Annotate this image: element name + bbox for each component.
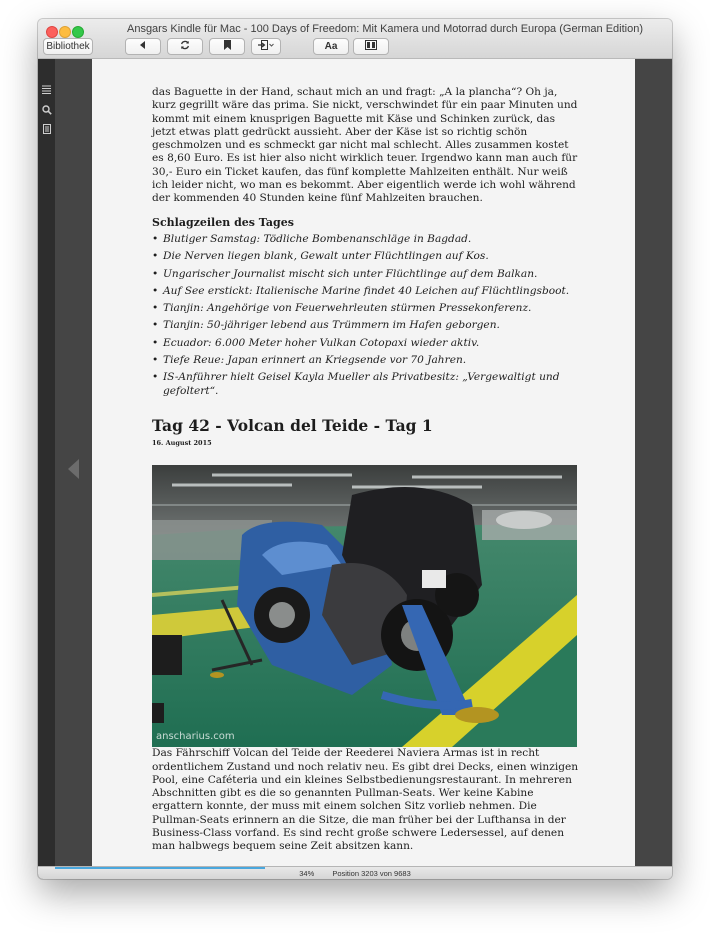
body-paragraph: Das Fährschiff Volcan del Teide der Reederei Naviera Armas ist in recht ordentlichem Zustand und noch relativ neu. Es gibt drei Decks, einen winzigen Pool, eine Caféteria und ein kleines Selbstbedienungsrestaurant. In mehreren Abschnitten gibt es die so genannten Pullman-Seats. Wer keine Kabine ergattern konnte, der muss mit einem solchen Sitz vorlieb nehmen. Die Pullman-Seats erinnern an die Sitze, die man früher bei der Lufthansa in der Business-Class vorfand. Es sind recht große schwere Ledersessel, auf denen man halbwegs bequem seine Zeit absitzen kann. <box>152 747 579 853</box>
search-icon[interactable] <box>41 104 52 115</box>
headline-item: • IS-Anführer hielt Geisel Kayla Mueller als Privatbesitz: „Vergewaltigt und gefoltert“. <box>163 371 582 398</box>
back-arrow-icon <box>139 41 147 52</box>
chapter-title: Tag 42 - Volcan del Teide - Tag 1 <box>152 415 433 435</box>
column-view-icon <box>365 40 377 53</box>
bookmark-icon <box>224 40 231 53</box>
headlines-heading: Schlagzeilen des Tages <box>152 215 294 229</box>
previous-page-icon <box>68 459 79 484</box>
headline-item: • Tianjin: Angehörige von Feuerwehrleuten stürmen Pressekonferenz. <box>163 302 582 315</box>
body-paragraph: das Baguette in der Hand, schaut mich an und fragt: „A la plancha“? Oh ja, kurz gegrillt wäre das prima. Sie nickt, verschwindet für ein paar Minuten und kommt mit einem knusprigen Baguette mit Käse und Schinken zurück, das jetzt etwas platt gedrückt aussieht. Aber der Käse ist so richtig schön geschmolzen und es schmeckt gar nicht mal schlecht. Alles zusammen kostet es 8,60 Euro. Es ist hier also nicht wirklich teuer. Irgendwo kann man auch für 30,- Euro ein Ticket kaufen, das fünf komplette Mahlzeiten enthält. Nur weiß ich leider nicht, wo man es bekommt. Aber eigentlich werde ich wohl während der kommenden 40 Stunden keine fünf Mahlzeiten brauchen. <box>152 86 578 205</box>
minimize-window-button[interactable] <box>59 26 71 38</box>
headline-item: • Ecuador: 6.000 Meter hoher Vulkan Cotopaxi wieder aktiv. <box>163 337 582 350</box>
next-page-area[interactable] <box>635 59 672 866</box>
sidebar-strip <box>38 59 55 879</box>
font-settings-button[interactable]: Aa <box>313 38 349 55</box>
window-title: Ansgars Kindle für Mac - 100 Days of Freedom: Mit Kamera und Motorrad durch Europa (German Edition) <box>126 23 643 35</box>
book-page <box>92 59 635 866</box>
view-mode-button[interactable] <box>353 38 389 55</box>
zoom-window-button[interactable] <box>72 26 84 38</box>
chapter-date: 16. August 2015 <box>152 438 212 447</box>
sync-button[interactable] <box>167 38 203 55</box>
progress-percent: 34% <box>299 869 315 878</box>
bookmark-button[interactable] <box>209 38 245 55</box>
headline-item: • Auf See erstickt: Italienische Marine findet 40 Leichen auf Flüchtlingsboot. <box>163 285 582 298</box>
headline-item: • Blutiger Samstag: Tödliche Bombenanschläge in Bagdad. <box>163 233 582 246</box>
library-button[interactable]: Bibliothek <box>43 38 93 55</box>
status-bar <box>38 866 672 879</box>
close-window-button[interactable] <box>46 26 58 38</box>
photo-watermark: anscharius.com <box>156 730 235 742</box>
back-button[interactable] <box>125 38 161 55</box>
goto-menu-button[interactable] <box>251 38 281 55</box>
title-bar <box>38 19 672 59</box>
headlines-list <box>152 233 582 398</box>
page-content <box>152 86 582 854</box>
headline-item: • Ungarischer Journalist mischt sich unter Flüchtlinge auf dem Balkan. <box>163 268 582 281</box>
goto-icon <box>258 40 274 53</box>
ferry-deck-photo <box>152 465 577 747</box>
notes-icon[interactable] <box>41 123 52 134</box>
sync-icon <box>180 40 190 53</box>
headline-item: • Tianjin: 50-jähriger lebend aus Trümmern im Hafen geborgen. <box>163 319 582 332</box>
toc-icon[interactable] <box>41 84 52 95</box>
previous-page-area[interactable] <box>55 59 92 866</box>
kindle-window <box>38 19 672 879</box>
headline-item: • Die Nerven liegen blank, Gewalt unter Flüchtlingen auf Kos. <box>163 250 582 263</box>
location-indicator: Position 3203 von 9683 <box>332 869 411 878</box>
headline-item: • Tiefe Reue: Japan erinnert an Kriegsende vor 70 Jahren. <box>163 354 582 367</box>
